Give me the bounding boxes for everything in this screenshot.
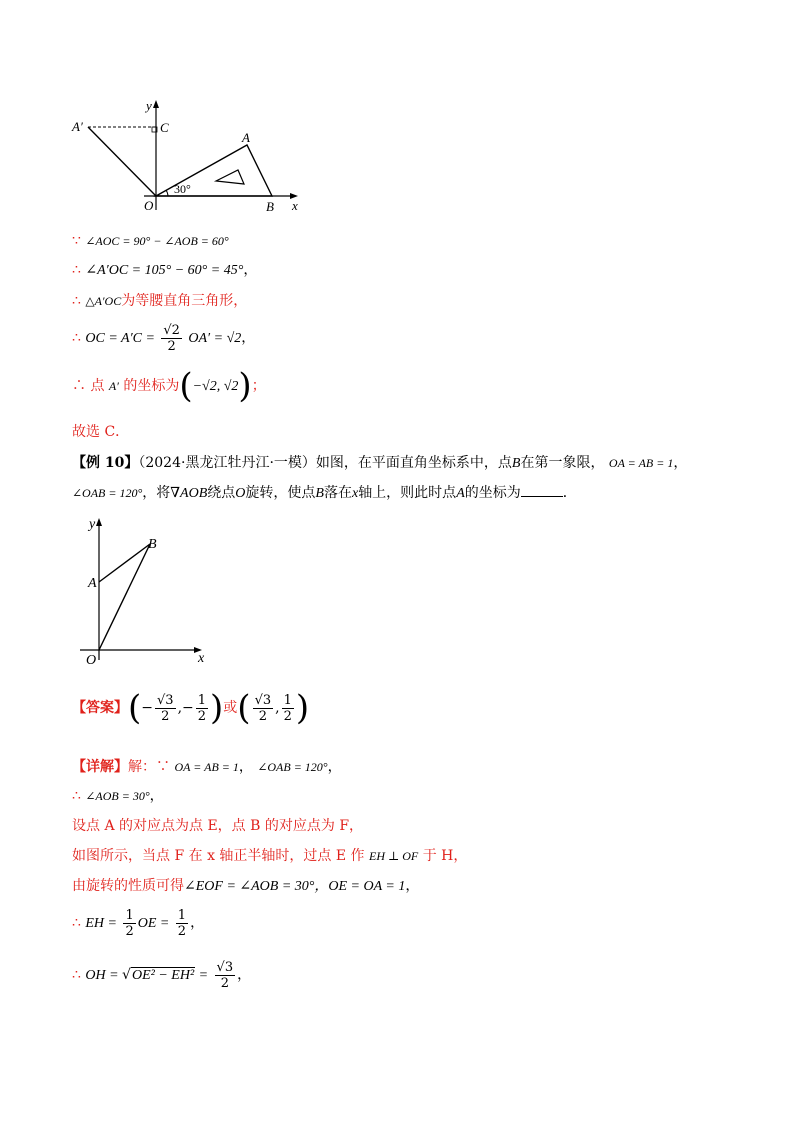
fraction-c1y: $\frac{1}{2}$ [197,692,207,724]
label-angle: 30° [174,182,191,196]
fraction-root3-over-2: $\frac{√3}{2}$ [216,959,234,991]
fraction-c2y: $\frac{1}{2}$ [283,692,292,724]
answer-line: 【答案】(− $\frac{√3}{2}$ ,− $\frac{1}{2}$ )或( $\frac{√3}{2}$ , $\frac{1}{2}$ ) [72,688,310,728]
example-10-text-2: ∠OAB = 120°，将∇AOB绕点O旋转，使点B落在x轴上，则此时点A的坐标为 ． [72,482,577,505]
label-b: B [148,537,157,552]
label-b: B [266,199,274,214]
label-a-prime: A′ [72,119,83,134]
inner-triangle [216,170,244,184]
fraction-c2x: $\frac{√3}{2}$ [254,692,272,724]
fraction-half-1: $\frac{1}{2}$ [125,907,134,939]
label-o: O [86,653,97,668]
solution-line-1: 【详解】解：∵ OA = AB = 1， ∠OAB = 120°， [72,759,342,775]
solution-line-6: ∴ EH = $\frac{1}{2}$ OE = $\frac{1}{2}$ ， [72,907,205,939]
label-y: y [146,98,152,113]
line-a-prime-coordinate: ∴ 点 A′ 的坐标为(−√2, √2)； [72,366,266,406]
segment-a-b [99,544,150,582]
solution-line-2: ∴ ∠AOB = 30°， [72,788,164,804]
figure-triangle-aob [80,512,215,668]
angle-arc [166,190,168,196]
fraction-root2-over-2: $\frac{√2}{2}$ [163,322,180,354]
line-angle-a-prime-oc: ∴ ∠A′OC = 105° − 60° = 45°， [72,262,258,278]
label-x: x [292,198,298,213]
line-angle-aoc: ∵ ∠AOC = 90° − ∠AOB = 60° [72,233,229,249]
line-choose-c: 故选 C． [72,424,130,440]
segment-o-a-prime [88,127,156,196]
fraction-c1x: $\frac{√3}{2}$ [157,692,174,724]
solution-line-7: ∴ OH = √OE² − EH² = $\frac{√3}{2}$ ， [72,959,252,991]
segment-o-b [99,544,150,650]
answer-blank [521,482,563,497]
y-axis-arrow [96,518,102,526]
label-a: A [88,576,97,591]
figure-rotation-1 [70,98,310,216]
y-axis-arrow [153,100,159,108]
fraction-half-2: $\frac{1}{2}$ [177,907,187,939]
example-10-text-1: 【例 10】（2024·黑龙江牡丹江·一模）如图，在平面直角坐标系中，点B在第一象限， OA = AB = 1， [72,455,688,471]
solution-line-3: 设点 A 的对应点为点 E，点 B 的对应点为 F， [72,818,364,834]
line-isosceles-right: ∴ △A′OC为等腰直角三角形， [72,293,248,309]
label-y: y [89,517,96,532]
solution-line-4: 如图所示，当点 F 在 x 轴正半轴时，过点 E 作 EH ⊥ OF 于 H， [72,848,468,864]
label-a: A [242,130,250,145]
solution-line-5: 由旋转的性质可得∠EOF = ∠AOB = 30°，OE = OA = 1， [72,878,420,894]
label-c: C [160,120,169,135]
label-x: x [198,651,205,666]
label-o: O [144,198,154,213]
line-oc-value: ∴ OC = A′C = $\frac{√2}{2}$ OA′ = √2， [72,322,256,354]
